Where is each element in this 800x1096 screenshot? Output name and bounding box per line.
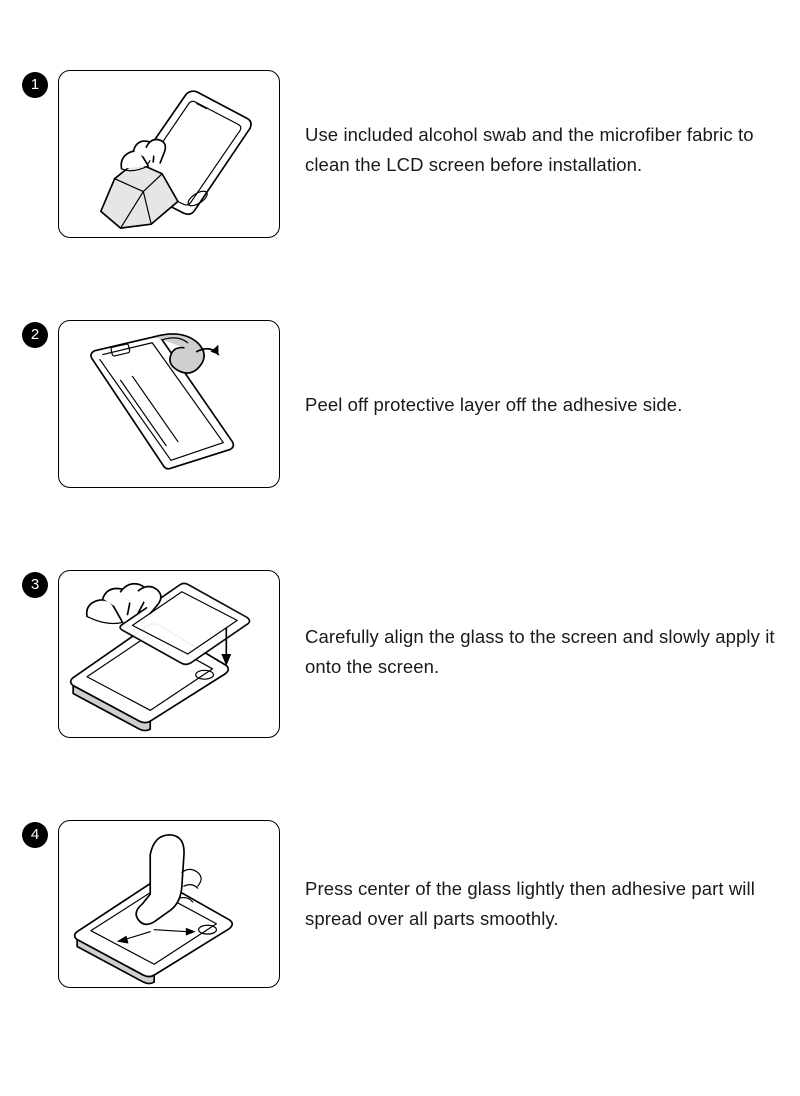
instruction-step [0,812,800,1062]
peeling-protective-layer-illustration [58,320,280,488]
step-instruction-text: Peel off protective layer off the adhesive side. [305,394,683,415]
aligning-glass-to-screen-illustration [58,570,280,738]
instruction-step [0,62,800,312]
pressing-center-of-glass-illustration [58,820,280,988]
step-number-badge: 2 [22,322,48,348]
step-number-badge: 1 [22,72,48,98]
step-instruction-text: Carefully align the glass to the screen and slowly apply it onto the screen. [305,626,775,677]
instruction-step [0,312,800,562]
step-number-badge: 4 [22,822,48,848]
phone-with-cleaning-cloth-illustration [58,70,280,238]
step-instruction-text: Use included alcohol swab and the microfiber fabric to clean the LCD screen before installation. [305,124,754,175]
step-number-badge: 3 [22,572,48,598]
instruction-step [0,562,800,812]
step-instruction-text: Press center of the glass lightly then adhesive part will spread over all parts smoothly. [305,878,755,929]
